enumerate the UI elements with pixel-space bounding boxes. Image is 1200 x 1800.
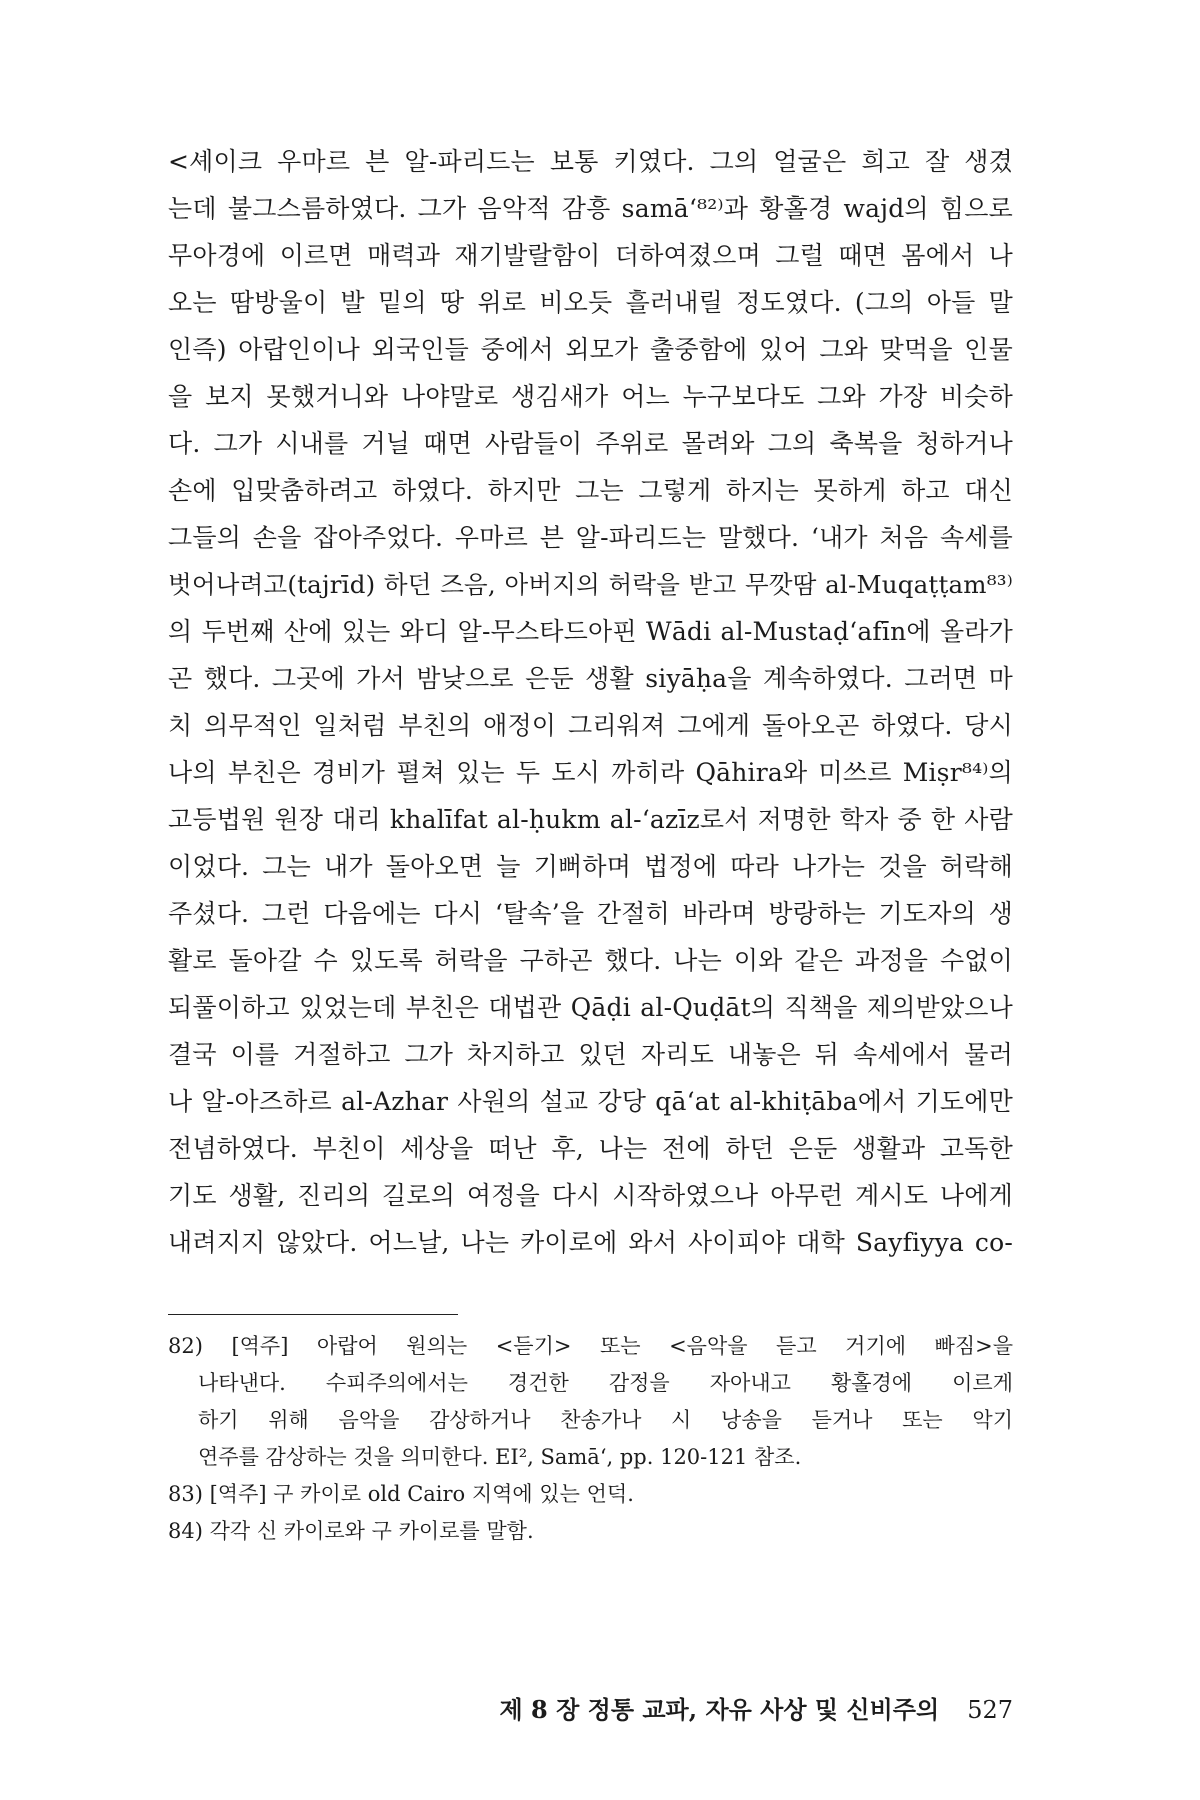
text-line: 인즉) 아랍인이나 외국인들 중에서 외모가 출중함에 있어 그와 맞먹을 인물 bbox=[168, 335, 1013, 364]
text-line: 이었다. 그는 내가 돌아오면 늘 기뻐하며 법정에 따라 나가는 것을 허락해 bbox=[168, 852, 1013, 881]
footnote-divider bbox=[168, 1314, 458, 1315]
text-line: 무아경에 이르면 매력과 재기발랄함이 더하여졌으며 그럴 때면 몸에서 나 bbox=[168, 241, 1013, 270]
footnote-82 bbox=[168, 1328, 1013, 1476]
text-line: 의 두번째 산에 있는 와디 알-무스타드아핀 Wādi al-Mustaḍ‘afīn에 올라가 bbox=[168, 617, 1013, 646]
footnote-line: 나타낸다. 수피주의에서는 경건한 감정을 자아내고 황홀경에 이르게 bbox=[198, 1371, 1013, 1395]
text-line: 그들의 손을 잡아주었다. 우마르 븐 알-파리드는 말했다. ‘내가 처음 속세를 bbox=[168, 523, 1013, 552]
page-number: 527 bbox=[967, 1696, 1013, 1724]
text-line: 다. 그가 시내를 거닐 때면 사람들이 주위로 몰려와 그의 축복을 청하거나 bbox=[168, 429, 1013, 458]
text-line: 곤 했다. 그곳에 가서 밤낮으로 은둔 생활 siyāḥa을 계속하였다. 그러면 마 bbox=[168, 664, 1013, 693]
chapter-title: 제 8 장 정통 교파, 자유 사상 및 신비주의 bbox=[499, 1695, 940, 1724]
text-line: 을 보지 못했거니와 나야말로 생김새가 어느 누구보다도 그와 가장 비슷하 bbox=[168, 382, 1013, 411]
text-line: 내려지지 않았다. 어느날, 나는 카이로에 와서 사이피야 대학 Sayfiyya co- bbox=[168, 1228, 1013, 1257]
text-line: 나 알-아즈하르 al-Azhar 사원의 설교 강당 qā‘at al-khiṭāba에서 기도에만 bbox=[168, 1087, 1013, 1116]
text-line: 는데 불그스름하였다. 그가 음악적 감흥 samā‘⁸²⁾과 황홀경 wajd의 힘으로 bbox=[168, 194, 1013, 223]
text-line: 기도 생활, 진리의 길로의 여정을 다시 시작하였으나 아무런 계시도 나에게 bbox=[168, 1181, 1013, 1210]
running-footer bbox=[168, 1690, 1013, 1725]
footnotes bbox=[168, 1328, 1013, 1550]
footnote-line: 하기 위해 음악을 감상하거나 찬송가나 시 낭송을 듣거나 또는 악기 bbox=[198, 1408, 1013, 1432]
footnote-84: 84) 각각 신 카이로와 구 카이로를 말함. bbox=[168, 1519, 534, 1543]
text-line: 주셨다. 그런 다음에는 다시 ‘탈속’을 간절히 바라며 방랑하는 기도자의 생 bbox=[168, 899, 1013, 928]
text-line: 손에 입맞춤하려고 하였다. 하지만 그는 그렇게 하지는 못하게 하고 대신 bbox=[168, 476, 1013, 505]
text-line: <셰이크 우마르 븐 알-파리드는 보통 키였다. 그의 얼굴은 희고 잘 생겼 bbox=[168, 147, 1013, 176]
text-line: 활로 돌아갈 수 있도록 허락을 구하곤 했다. 나는 이와 같은 과정을 수없이 bbox=[168, 946, 1013, 975]
footnote-83: 83) [역주] 구 카이로 old Cairo 지역에 있는 언덕. bbox=[168, 1482, 634, 1506]
text-line: 벗어나려고(tajrīd) 하던 즈음, 아버지의 허락을 받고 무깟땀 al-Muqaṭṭam⁸³⁾ bbox=[168, 570, 1013, 599]
text-line: 치 의무적인 일처럼 부친의 애정이 그리워져 그에게 돌아오곤 하였다. 당시 bbox=[168, 711, 1013, 740]
text-line: 되풀이하고 있었는데 부친은 대법관 Qāḍi al-Quḍāt의 직책을 제의받았으나 bbox=[168, 993, 1013, 1022]
text-line: 오는 땀방울이 발 밑의 땅 위로 비오듯 흘러내릴 정도였다. (그의 아들 말 bbox=[168, 288, 1013, 317]
text-line: 고등법원 원장 대리 khalīfat al-ḥukm al-‘azīz로서 저명한 학자 중 한 사람 bbox=[168, 805, 1013, 834]
text-line: 결국 이를 거절하고 그가 차지하고 있던 자리도 내놓은 뒤 속세에서 물러 bbox=[168, 1040, 1013, 1069]
footnote-line: 82) [역주] 아랍어 원의는 <듣기> 또는 <음악을 듣고 거기에 빠짐>을 bbox=[168, 1334, 1013, 1358]
text-line: 전념하였다. 부친이 세상을 떠난 후, 나는 전에 하던 은둔 생활과 고독한 bbox=[168, 1134, 1013, 1163]
main-text bbox=[168, 138, 1013, 1266]
footnote-line: 연주를 감상하는 것을 의미한다. EI², Samā‘, pp. 120-121 참조. bbox=[198, 1445, 802, 1469]
text-line: 나의 부친은 경비가 펼쳐 있는 두 도시 까히라 Qāhira와 미쓰르 Miṣr⁸⁴⁾의 bbox=[168, 758, 1013, 787]
